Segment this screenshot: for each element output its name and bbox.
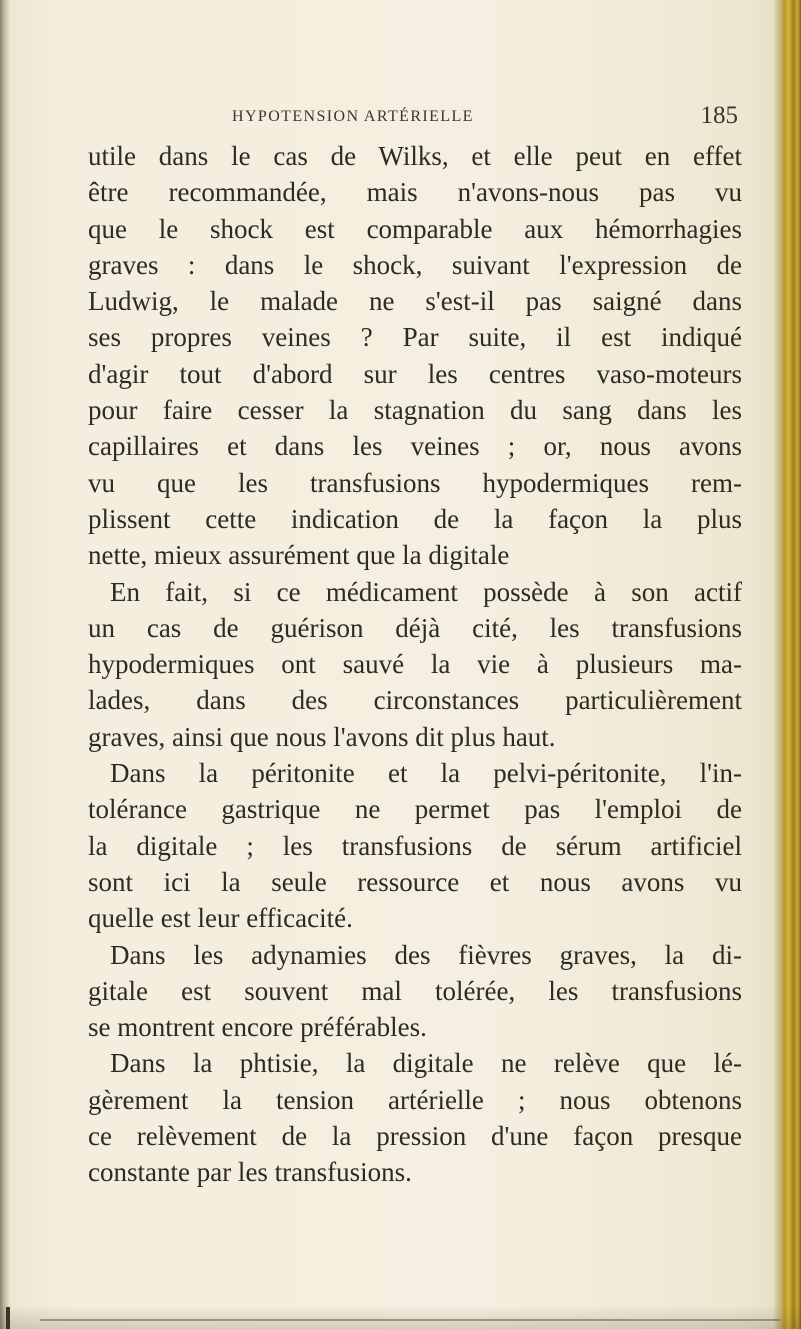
body-text <box>88 138 742 1191</box>
text-line: la digitale ; les transfusions de sérum artificiel <box>88 830 742 861</box>
text-line: utile dans le cas de Wilks, et elle peut en effet <box>88 141 742 171</box>
text-line: vu que les transfusions hypodermiques rem- <box>88 467 742 498</box>
text-line: pour faire cesser la stagnation du sang dans les <box>88 395 742 426</box>
text-line: plissent cette indication de la façon la plus <box>88 503 742 534</box>
text-line: graves : dans le shock, suivant l'expression de <box>88 249 742 280</box>
bottom-page-edge <box>40 1319 780 1321</box>
text-line: Dans la péritonite et la pelvi-péritonite, l'in- <box>110 758 742 789</box>
text-line: lades, dans des circonstances particulièrement <box>88 685 742 716</box>
text-line: ce relèvement de la pression d'une façon presque <box>88 1121 742 1152</box>
text-line: capillaires et dans les veines ; or, nous avons <box>88 431 742 462</box>
page-number: 185 <box>700 102 738 129</box>
text-line: Dans les adynamies des fièvres graves, la di- <box>110 939 742 970</box>
text-line: tolérance gastrique ne permet pas l'emploi de <box>88 794 742 825</box>
text-line: d'agir tout d'abord sur les centres vaso-moteurs <box>88 358 742 389</box>
text-line: gèrement la tension artérielle ; nous obtenons <box>88 1084 742 1115</box>
bottom-left-mark <box>6 1307 10 1329</box>
text-line: gitale est souvent mal tolérée, les transfusions <box>88 975 742 1006</box>
text-line: nette, mieux assurément que la digitale <box>88 540 510 571</box>
text-line: ses propres veines ? Par suite, il est indiqué <box>88 322 742 353</box>
text-line: sont ici la seule ressource et nous avons vu <box>88 866 742 897</box>
page-header <box>88 104 742 134</box>
text-line: hypodermiques ont sauvé la vie à plusieurs ma- <box>88 649 742 680</box>
text-line: un cas de guérison déjà cité, les transfusions <box>88 612 742 643</box>
text-line: Dans la phtisie, la digitale ne relève que lé- <box>110 1048 742 1079</box>
running-head: HYPOTENSION ARTÉRIELLE <box>232 108 474 125</box>
scan-left-edge <box>0 0 10 1329</box>
text-line: être recommandée, mais n'avons-nous pas vu <box>88 177 742 208</box>
book-binding-edge <box>779 0 801 1329</box>
bottom-shadow <box>0 1305 801 1329</box>
text-line: En fait, si ce médicament possède à son actif <box>110 576 742 607</box>
text-line: que le shock est comparable aux hémorrhagies <box>88 213 742 244</box>
text-line: se montrent encore préférables. <box>88 1012 427 1043</box>
text-line: Ludwig, le malade ne s'est-il pas saigné dans <box>88 286 742 317</box>
text-line: constante par les transfusions. <box>88 1157 412 1188</box>
text-line: quelle est leur efficacité. <box>88 903 353 934</box>
text-line: graves, ainsi que nous l'avons dit plus haut. <box>88 721 556 752</box>
